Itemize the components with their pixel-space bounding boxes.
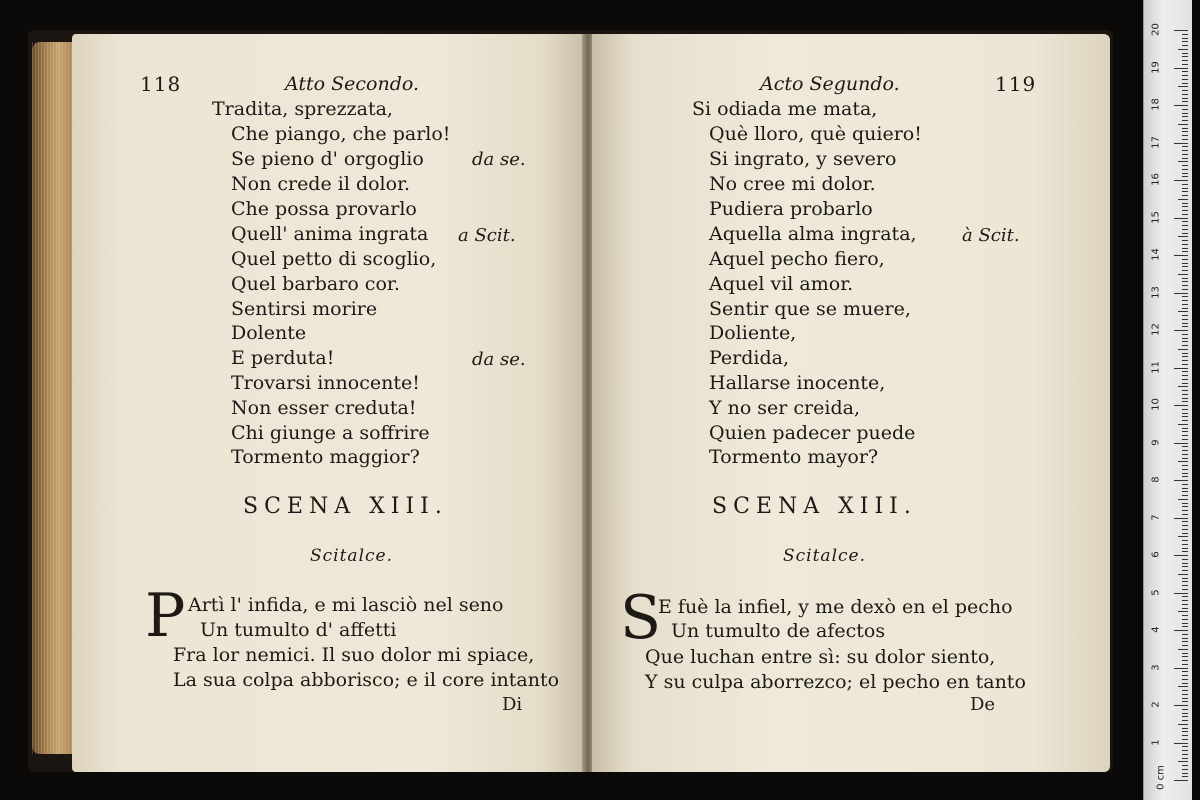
ruler-tick bbox=[1178, 161, 1188, 162]
ruler-tick bbox=[1182, 773, 1188, 774]
ruler-tick bbox=[1182, 184, 1188, 185]
ruler-tick bbox=[1182, 56, 1188, 57]
ruler-tick bbox=[1182, 128, 1188, 129]
ruler-tick bbox=[1182, 221, 1188, 222]
ruler-tick bbox=[1182, 101, 1188, 102]
ruler-tick bbox=[1182, 233, 1188, 234]
ruler-tick bbox=[1174, 68, 1188, 69]
ruler-tick bbox=[1182, 506, 1188, 507]
ruler-tick bbox=[1182, 229, 1188, 230]
ruler-number: 6 bbox=[1150, 551, 1162, 558]
ruler-tick bbox=[1182, 525, 1188, 526]
ruler-tick bbox=[1182, 304, 1188, 305]
ruler-tick bbox=[1182, 94, 1188, 95]
right-verse: Hallarse inocente, bbox=[709, 372, 886, 394]
ruler-tick bbox=[1182, 323, 1188, 324]
ruler-tick bbox=[1182, 139, 1188, 140]
ruler-number: 2 bbox=[1150, 701, 1162, 708]
ruler-tick bbox=[1182, 45, 1188, 46]
ruler-tick bbox=[1182, 585, 1188, 586]
left-verse: Tradita, sprezzata, bbox=[212, 98, 393, 120]
ruler-tick bbox=[1178, 536, 1188, 537]
ruler-tick bbox=[1182, 53, 1188, 54]
ruler-tick bbox=[1182, 758, 1188, 759]
ruler-tick bbox=[1182, 626, 1188, 627]
ruler-tick bbox=[1182, 581, 1188, 582]
ruler-tick bbox=[1182, 225, 1188, 226]
left-prose-line: La sua colpa abborisco; e il core intanto bbox=[173, 669, 560, 691]
ruler-tick bbox=[1182, 188, 1188, 189]
ruler-tick bbox=[1174, 743, 1188, 744]
ruler-tick bbox=[1182, 653, 1188, 654]
ruler-tick bbox=[1182, 266, 1188, 267]
ruler-tick bbox=[1182, 416, 1188, 417]
ruler-tick bbox=[1182, 244, 1188, 245]
right-speaker: Scitalce. bbox=[783, 546, 866, 566]
ruler-tick bbox=[1174, 593, 1188, 594]
ruler-tick bbox=[1182, 409, 1188, 410]
ruler-tick bbox=[1182, 769, 1188, 770]
ruler-tick bbox=[1182, 326, 1188, 327]
ruler-tick bbox=[1182, 428, 1188, 429]
ruler-tick bbox=[1182, 623, 1188, 624]
left-verse: Chi giunge a soffrire bbox=[231, 422, 430, 444]
ruler-number: 3 bbox=[1150, 663, 1162, 671]
ruler-tick bbox=[1182, 240, 1188, 241]
ruler-tick bbox=[1182, 71, 1188, 72]
left-verse: E perduta! bbox=[231, 347, 335, 369]
ruler-tick bbox=[1182, 600, 1188, 601]
ruler-tick bbox=[1178, 686, 1188, 687]
ruler-unit-label: 0 cm bbox=[1155, 765, 1167, 790]
ruler-number: 17 bbox=[1150, 135, 1162, 149]
left-catchword: Di bbox=[502, 694, 523, 715]
left-verse: Che piango, che parlo! bbox=[231, 123, 451, 145]
left-scene-title: SCENA XIII. bbox=[243, 494, 448, 519]
ruler-tick bbox=[1182, 765, 1188, 766]
ruler-tick bbox=[1182, 308, 1188, 309]
right-verse: Aquel pecho fiero, bbox=[709, 248, 885, 270]
right-verse: Sentir que se muere, bbox=[709, 298, 911, 320]
ruler-tick bbox=[1182, 356, 1188, 357]
left-verse: Non esser creduta! bbox=[231, 397, 417, 419]
ruler-tick bbox=[1182, 289, 1188, 290]
ruler-tick bbox=[1174, 30, 1188, 31]
ruler-tick bbox=[1178, 611, 1188, 612]
ruler-tick bbox=[1174, 668, 1188, 669]
ruler-tick bbox=[1182, 750, 1188, 751]
ruler-number: 7 bbox=[1150, 513, 1162, 521]
ruler-tick bbox=[1182, 413, 1188, 414]
right-scene-title: SCENA XIII. bbox=[712, 494, 917, 519]
ruler-tick bbox=[1182, 645, 1188, 646]
ruler-tick bbox=[1182, 578, 1188, 579]
ruler-tick bbox=[1182, 548, 1188, 549]
ruler-number: 1 bbox=[1150, 738, 1162, 746]
right-verse: Aquella alma ingrata, bbox=[709, 223, 917, 245]
left-stage-direction: a Scit. bbox=[458, 225, 516, 246]
ruler-tick bbox=[1182, 360, 1188, 361]
ruler-tick bbox=[1182, 176, 1188, 177]
ruler-tick bbox=[1182, 446, 1188, 447]
right-verse: Si ingrato, y severo bbox=[709, 148, 897, 170]
ruler-tick bbox=[1182, 431, 1188, 432]
ruler-tick bbox=[1182, 206, 1188, 207]
ruler-tick bbox=[1182, 754, 1188, 755]
ruler-tick bbox=[1182, 720, 1188, 721]
ruler-tick bbox=[1178, 199, 1188, 200]
right-prose-line: E fuè la infiel, y me dexò en el pecho bbox=[658, 596, 1013, 618]
ruler-tick bbox=[1182, 469, 1188, 470]
left-verse: Se pieno d' orgoglio bbox=[231, 148, 424, 170]
ruler-tick bbox=[1182, 608, 1188, 609]
ruler-tick bbox=[1182, 495, 1188, 496]
ruler-tick bbox=[1178, 461, 1188, 462]
ruler-tick bbox=[1182, 458, 1188, 459]
ruler-tick bbox=[1182, 394, 1188, 395]
ruler-tick bbox=[1174, 368, 1188, 369]
ruler-tick bbox=[1178, 49, 1188, 50]
ruler-tick bbox=[1178, 349, 1188, 350]
ruler-tick bbox=[1182, 64, 1188, 65]
ruler-tick bbox=[1182, 450, 1188, 451]
ruler-tick bbox=[1182, 379, 1188, 380]
left-speaker: Scitalce. bbox=[310, 546, 393, 566]
left-drop-cap: P bbox=[145, 581, 186, 651]
ruler-tick bbox=[1182, 641, 1188, 642]
left-verse: Quel barbaro cor. bbox=[231, 273, 400, 295]
ruler-tick bbox=[1182, 435, 1188, 436]
ruler-tick bbox=[1182, 210, 1188, 211]
ruler-tick bbox=[1182, 109, 1188, 110]
ruler-tick bbox=[1178, 761, 1188, 762]
ruler-tick bbox=[1182, 278, 1188, 279]
measurement-ruler bbox=[1143, 0, 1192, 800]
ruler-tick bbox=[1182, 521, 1188, 522]
ruler-tick bbox=[1182, 401, 1188, 402]
ruler-tick bbox=[1182, 334, 1188, 335]
left-prose-line: Un tumulto d' affetti bbox=[200, 619, 397, 641]
ruler-tick bbox=[1178, 124, 1188, 125]
ruler-tick bbox=[1178, 574, 1188, 575]
ruler-tick bbox=[1182, 476, 1188, 477]
left-verse: Dolente bbox=[231, 322, 307, 344]
ruler-tick bbox=[1182, 165, 1188, 166]
left-running-head: Atto Secondo. bbox=[285, 73, 420, 95]
left-verse: Tormento maggior? bbox=[231, 446, 420, 468]
ruler-tick bbox=[1182, 638, 1188, 639]
ruler-tick bbox=[1174, 705, 1188, 706]
ruler-tick bbox=[1182, 634, 1188, 635]
ruler-tick bbox=[1182, 776, 1188, 777]
ruler-tick bbox=[1182, 158, 1188, 159]
right-prose-line: Un tumulto de afectos bbox=[671, 620, 886, 642]
ruler-tick bbox=[1182, 619, 1188, 620]
ruler-tick bbox=[1178, 311, 1188, 312]
ruler-tick bbox=[1182, 338, 1188, 339]
ruler-tick bbox=[1174, 518, 1188, 519]
ruler-tick bbox=[1182, 120, 1188, 121]
ruler-tick bbox=[1182, 83, 1188, 84]
ruler-tick bbox=[1182, 113, 1188, 114]
right-verse: Pudiera probarlo bbox=[709, 198, 873, 220]
ruler-number: 15 bbox=[1150, 210, 1162, 224]
right-verse: No cree mi dolor. bbox=[709, 173, 876, 195]
ruler-tick bbox=[1174, 555, 1188, 556]
ruler-number: 10 bbox=[1150, 398, 1162, 411]
ruler-tick bbox=[1182, 671, 1188, 672]
ruler-tick bbox=[1174, 180, 1188, 181]
ruler-number: 19 bbox=[1150, 60, 1162, 74]
ruler-tick bbox=[1182, 488, 1188, 489]
ruler-number: 20 bbox=[1150, 23, 1162, 36]
ruler-number: 13 bbox=[1150, 285, 1162, 299]
ruler-tick bbox=[1182, 439, 1188, 440]
ruler-tick bbox=[1182, 664, 1188, 665]
ruler-tick bbox=[1182, 675, 1188, 676]
ruler-tick bbox=[1182, 690, 1188, 691]
ruler-tick bbox=[1182, 315, 1188, 316]
ruler-tick bbox=[1182, 514, 1188, 515]
ruler-tick bbox=[1174, 218, 1188, 219]
ruler-tick bbox=[1182, 570, 1188, 571]
ruler-tick bbox=[1178, 724, 1188, 725]
ruler-tick bbox=[1182, 533, 1188, 534]
ruler-tick bbox=[1182, 566, 1188, 567]
ruler-tick bbox=[1182, 214, 1188, 215]
left-stage-direction: da se. bbox=[472, 149, 526, 170]
ruler-tick bbox=[1182, 319, 1188, 320]
right-verse: Y no ser creida, bbox=[709, 397, 860, 419]
ruler-tick bbox=[1174, 780, 1188, 781]
ruler-tick bbox=[1182, 154, 1188, 155]
left-verse: Trovarsi innocente! bbox=[231, 372, 420, 394]
ruler-tick bbox=[1182, 679, 1188, 680]
left-prose-line: Fra lor nemici. Il suo dolor mi spiace, bbox=[173, 644, 535, 666]
ruler-tick bbox=[1182, 713, 1188, 714]
ruler-tick bbox=[1182, 38, 1188, 39]
ruler-tick bbox=[1178, 386, 1188, 387]
ruler-tick bbox=[1182, 563, 1188, 564]
ruler-tick bbox=[1178, 86, 1188, 87]
ruler-tick bbox=[1182, 353, 1188, 354]
right-verse: Si odiada me mata, bbox=[692, 98, 878, 120]
ruler-tick bbox=[1174, 330, 1188, 331]
ruler-tick bbox=[1182, 731, 1188, 732]
ruler-tick bbox=[1182, 709, 1188, 710]
ruler-tick bbox=[1182, 173, 1188, 174]
ruler-number: 4 bbox=[1150, 626, 1162, 633]
ruler-tick bbox=[1182, 98, 1188, 99]
ruler-tick bbox=[1174, 480, 1188, 481]
ruler-tick bbox=[1182, 454, 1188, 455]
ruler-tick bbox=[1182, 589, 1188, 590]
right-verse: Doliente, bbox=[709, 322, 797, 344]
ruler-tick bbox=[1182, 701, 1188, 702]
ruler-tick bbox=[1182, 694, 1188, 695]
ruler-tick bbox=[1182, 75, 1188, 76]
ruler-number: 5 bbox=[1150, 588, 1162, 596]
ruler-tick bbox=[1182, 364, 1188, 365]
ruler-tick bbox=[1182, 79, 1188, 80]
ruler-number: 9 bbox=[1150, 438, 1162, 446]
ruler-tick bbox=[1182, 270, 1188, 271]
ruler-number: 11 bbox=[1150, 360, 1162, 374]
ruler-tick bbox=[1182, 420, 1188, 421]
ruler-tick bbox=[1174, 105, 1188, 106]
ruler-tick bbox=[1182, 169, 1188, 170]
ruler-tick bbox=[1182, 728, 1188, 729]
ruler-tick bbox=[1182, 281, 1188, 282]
ruler-tick bbox=[1182, 146, 1188, 147]
ruler-tick bbox=[1182, 551, 1188, 552]
ruler-tick bbox=[1174, 255, 1188, 256]
left-verse: Sentirsi morire bbox=[231, 298, 378, 320]
right-prose-line: Y su culpa aborrezco; el pecho en tanto bbox=[645, 671, 1026, 693]
ruler-tick bbox=[1182, 716, 1188, 717]
ruler-tick bbox=[1182, 390, 1188, 391]
ruler-tick bbox=[1182, 285, 1188, 286]
ruler-tick bbox=[1182, 660, 1188, 661]
ruler-number: 18 bbox=[1150, 98, 1162, 111]
ruler-tick bbox=[1174, 293, 1188, 294]
ruler-tick bbox=[1182, 203, 1188, 204]
ruler-tick bbox=[1182, 559, 1188, 560]
left-page-number: 118 bbox=[140, 72, 182, 96]
right-catchword: De bbox=[970, 694, 996, 715]
right-page-number: 119 bbox=[995, 72, 1037, 96]
ruler-tick bbox=[1174, 143, 1188, 144]
right-verse: Aquel vil amor. bbox=[709, 273, 854, 295]
ruler-number: 8 bbox=[1150, 476, 1162, 483]
right-verse: Perdida, bbox=[709, 347, 790, 369]
ruler-tick bbox=[1182, 683, 1188, 684]
ruler-tick bbox=[1182, 41, 1188, 42]
ruler-tick bbox=[1182, 383, 1188, 384]
ruler-tick bbox=[1182, 371, 1188, 372]
ruler-tick bbox=[1174, 405, 1188, 406]
ruler-tick bbox=[1182, 90, 1188, 91]
right-stage-direction: à Scit. bbox=[962, 225, 1020, 246]
left-verse: Non crede il dolor. bbox=[231, 173, 411, 195]
ruler-tick bbox=[1182, 263, 1188, 264]
ruler-tick bbox=[1178, 424, 1188, 425]
ruler-tick bbox=[1182, 735, 1188, 736]
right-prose-line: Que luchan entre sì: su dolor siento, bbox=[645, 646, 996, 668]
ruler-tick bbox=[1174, 630, 1188, 631]
right-verse: Què lloro, què quiero! bbox=[709, 123, 922, 145]
ruler-tick bbox=[1182, 596, 1188, 597]
ruler-tick bbox=[1178, 499, 1188, 500]
ruler-number: 14 bbox=[1150, 248, 1162, 261]
ruler-tick bbox=[1182, 345, 1188, 346]
ruler-tick bbox=[1182, 510, 1188, 511]
ruler-number: 12 bbox=[1150, 323, 1162, 336]
left-verse: Che possa provarlo bbox=[231, 198, 417, 220]
right-drop-cap: S bbox=[620, 583, 662, 653]
ruler-tick bbox=[1182, 544, 1188, 545]
ruler-tick bbox=[1182, 465, 1188, 466]
ruler-tick bbox=[1182, 746, 1188, 747]
ruler-tick bbox=[1182, 300, 1188, 301]
ruler-tick bbox=[1182, 259, 1188, 260]
ruler-tick bbox=[1178, 649, 1188, 650]
ruler-tick bbox=[1182, 116, 1188, 117]
ruler-number: 16 bbox=[1150, 173, 1162, 186]
ruler-tick bbox=[1178, 274, 1188, 275]
ruler-tick bbox=[1182, 503, 1188, 504]
ruler-tick bbox=[1182, 150, 1188, 151]
ruler-tick bbox=[1182, 615, 1188, 616]
left-verse: Quell' anima ingrata bbox=[231, 223, 429, 245]
ruler-tick bbox=[1182, 473, 1188, 474]
ruler-tick bbox=[1174, 443, 1188, 444]
right-verse: Quien padecer puede bbox=[709, 422, 916, 444]
ruler-tick bbox=[1182, 341, 1188, 342]
ruler-tick bbox=[1182, 251, 1188, 252]
ruler-tick bbox=[1182, 375, 1188, 376]
left-prose-line: Artì l' infida, e mi lasciò nel seno bbox=[188, 594, 504, 616]
ruler-tick bbox=[1182, 34, 1188, 35]
right-running-head: Acto Segundo. bbox=[760, 73, 900, 95]
ruler-tick bbox=[1182, 529, 1188, 530]
ruler-tick bbox=[1182, 484, 1188, 485]
ruler-tick bbox=[1182, 739, 1188, 740]
ruler-tick bbox=[1182, 604, 1188, 605]
ruler-tick bbox=[1182, 131, 1188, 132]
ruler-tick bbox=[1182, 195, 1188, 196]
ruler-tick bbox=[1182, 698, 1188, 699]
left-verse: Quel petto di scoglio, bbox=[231, 248, 437, 270]
ruler-tick bbox=[1182, 191, 1188, 192]
left-stage-direction: da se. bbox=[472, 349, 526, 370]
right-verse: Tormento mayor? bbox=[709, 446, 879, 468]
ruler-tick bbox=[1182, 540, 1188, 541]
ruler-tick bbox=[1182, 656, 1188, 657]
ruler-tick bbox=[1178, 236, 1188, 237]
ruler-tick bbox=[1182, 135, 1188, 136]
ruler-tick bbox=[1182, 248, 1188, 249]
ruler-tick bbox=[1182, 398, 1188, 399]
ruler-tick bbox=[1182, 60, 1188, 61]
ruler-tick bbox=[1182, 296, 1188, 297]
ruler-tick bbox=[1182, 491, 1188, 492]
